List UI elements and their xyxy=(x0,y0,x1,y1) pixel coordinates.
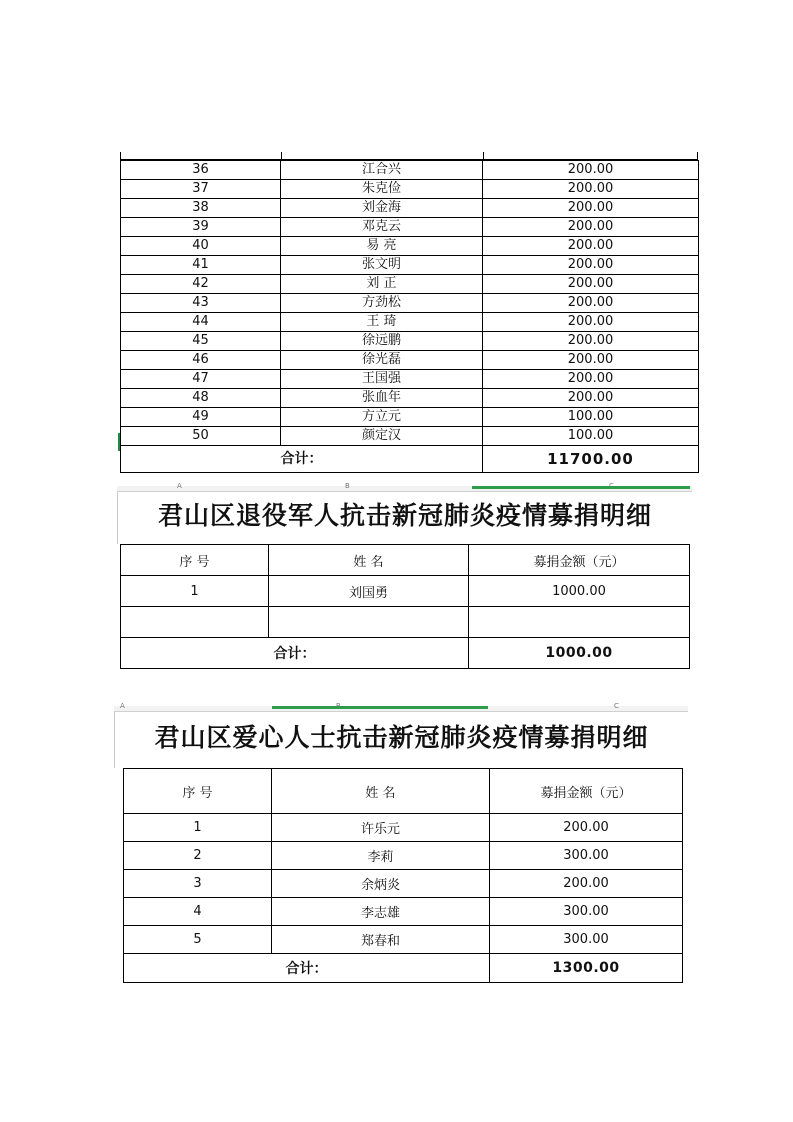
cell-no: 5 xyxy=(124,926,272,954)
cell-no xyxy=(121,607,269,638)
header-amount: 募捐金额（元） xyxy=(469,545,690,576)
cell-name: 易 亮 xyxy=(281,237,483,256)
total-amount: 11700.00 xyxy=(483,446,699,473)
cell-name: 朱克俭 xyxy=(281,180,483,199)
total-row xyxy=(121,446,699,473)
cell-no: 48 xyxy=(121,389,281,408)
total-amount: 1000.00 xyxy=(469,638,690,669)
selected-column-indicator xyxy=(272,706,488,709)
cell-selection-marker xyxy=(118,433,120,451)
cell-name: 徐光磊 xyxy=(281,351,483,370)
table-row xyxy=(121,607,690,638)
cell-amount: 200.00 xyxy=(483,294,699,313)
cell-no: 36 xyxy=(121,161,281,180)
cell-no: 46 xyxy=(121,351,281,370)
table-row xyxy=(121,237,699,256)
cell-no: 1 xyxy=(124,814,272,842)
column-letter-c: C xyxy=(614,702,619,710)
selected-column-indicator xyxy=(472,486,690,489)
table-row xyxy=(121,332,699,351)
cell-no: 3 xyxy=(124,870,272,898)
table-row xyxy=(121,218,699,237)
cell-amount: 200.00 xyxy=(483,275,699,294)
cell-amount: 200.00 xyxy=(483,237,699,256)
column-header-strip xyxy=(114,702,688,712)
table-row xyxy=(121,389,699,408)
cell-name: 余炳炎 xyxy=(272,870,490,898)
cell-name: 刘 正 xyxy=(281,275,483,294)
column-header-strip xyxy=(117,482,692,492)
cell-no: 1 xyxy=(121,576,269,607)
caring-people-donation-sheet xyxy=(114,702,688,983)
total-amount: 1300.00 xyxy=(490,954,683,983)
cell-name: 方劲松 xyxy=(281,294,483,313)
table-row xyxy=(121,351,699,370)
cell-amount: 200.00 xyxy=(483,199,699,218)
total-row xyxy=(121,638,690,669)
header-name: 姓 名 xyxy=(272,769,490,814)
donation-table xyxy=(123,768,683,983)
sheet-title: 君山区退役军人抗击新冠肺炎疫情募捐明细 xyxy=(117,492,692,544)
cell-amount: 1000.00 xyxy=(469,576,690,607)
cell-amount: 200.00 xyxy=(483,256,699,275)
cell-no: 40 xyxy=(121,237,281,256)
table-row xyxy=(121,313,699,332)
cell-name: 张血年 xyxy=(281,389,483,408)
cell-name: 方立元 xyxy=(281,408,483,427)
table-row xyxy=(121,427,699,446)
cell-name: 张文明 xyxy=(281,256,483,275)
cell-no: 50 xyxy=(121,427,281,446)
cell-amount: 100.00 xyxy=(483,427,699,446)
cell-name xyxy=(269,607,469,638)
header-row xyxy=(124,769,683,814)
cell-no: 49 xyxy=(121,408,281,427)
table-row xyxy=(121,294,699,313)
table-row xyxy=(121,180,699,199)
table-row xyxy=(124,842,683,870)
cell-no: 45 xyxy=(121,332,281,351)
cell-name: 郑春和 xyxy=(272,926,490,954)
cell-name: 刘国勇 xyxy=(269,576,469,607)
table-row xyxy=(124,814,683,842)
cell-no: 44 xyxy=(121,313,281,332)
donation-table xyxy=(120,160,699,473)
cut-off-row xyxy=(120,152,698,160)
cell-no: 43 xyxy=(121,294,281,313)
cell-amount: 200.00 xyxy=(483,389,699,408)
cell-no: 39 xyxy=(121,218,281,237)
table-row xyxy=(121,576,690,607)
cell-amount: 300.00 xyxy=(490,926,683,954)
cell-amount: 300.00 xyxy=(490,898,683,926)
table-row xyxy=(121,408,699,427)
cell-amount: 200.00 xyxy=(483,313,699,332)
cell-name: 颜定汉 xyxy=(281,427,483,446)
cell-name: 徐远鹏 xyxy=(281,332,483,351)
total-label: 合计： xyxy=(124,954,490,983)
column-letter-b: B xyxy=(345,482,350,490)
donation-table xyxy=(120,544,690,669)
cell-amount: 100.00 xyxy=(483,408,699,427)
cell-name: 刘金海 xyxy=(281,199,483,218)
cell-no: 42 xyxy=(121,275,281,294)
cell-no: 2 xyxy=(124,842,272,870)
total-label: 合计： xyxy=(121,638,469,669)
table-row xyxy=(121,370,699,389)
cell-name: 许乐元 xyxy=(272,814,490,842)
header-no: 序 号 xyxy=(124,769,272,814)
cell-name: 王国强 xyxy=(281,370,483,389)
cell-no: 37 xyxy=(121,180,281,199)
cell-name: 江合兴 xyxy=(281,161,483,180)
sheet-title: 君山区爱心人士抗击新冠肺炎疫情募捐明细 xyxy=(114,712,688,768)
table-row xyxy=(124,898,683,926)
veterans-donation-sheet xyxy=(117,482,692,669)
table-row xyxy=(121,275,699,294)
table-row xyxy=(121,256,699,275)
column-letter-a: A xyxy=(120,702,125,710)
cell-no: 47 xyxy=(121,370,281,389)
cell-no: 38 xyxy=(121,199,281,218)
table-row xyxy=(121,161,699,180)
cell-amount xyxy=(469,607,690,638)
cell-amount: 200.00 xyxy=(483,351,699,370)
cell-amount: 200.00 xyxy=(490,870,683,898)
cell-name: 王 琦 xyxy=(281,313,483,332)
cell-name: 李莉 xyxy=(272,842,490,870)
donation-table-continued xyxy=(120,152,698,473)
table-row xyxy=(121,199,699,218)
cell-amount: 200.00 xyxy=(483,370,699,389)
table-row xyxy=(124,926,683,954)
column-letter-a: A xyxy=(177,482,182,490)
cell-amount: 200.00 xyxy=(483,332,699,351)
table-row xyxy=(124,870,683,898)
cell-name: 李志雄 xyxy=(272,898,490,926)
total-label: 合计： xyxy=(121,446,483,473)
cell-no: 4 xyxy=(124,898,272,926)
header-no: 序 号 xyxy=(121,545,269,576)
cell-no: 41 xyxy=(121,256,281,275)
total-row xyxy=(124,954,683,983)
cell-name: 邓克云 xyxy=(281,218,483,237)
header-name: 姓 名 xyxy=(269,545,469,576)
header-row xyxy=(121,545,690,576)
cell-amount: 200.00 xyxy=(483,218,699,237)
cell-amount: 300.00 xyxy=(490,842,683,870)
cell-amount: 200.00 xyxy=(483,161,699,180)
cell-amount: 200.00 xyxy=(483,180,699,199)
header-amount: 募捐金额（元） xyxy=(490,769,683,814)
cell-amount: 200.00 xyxy=(490,814,683,842)
